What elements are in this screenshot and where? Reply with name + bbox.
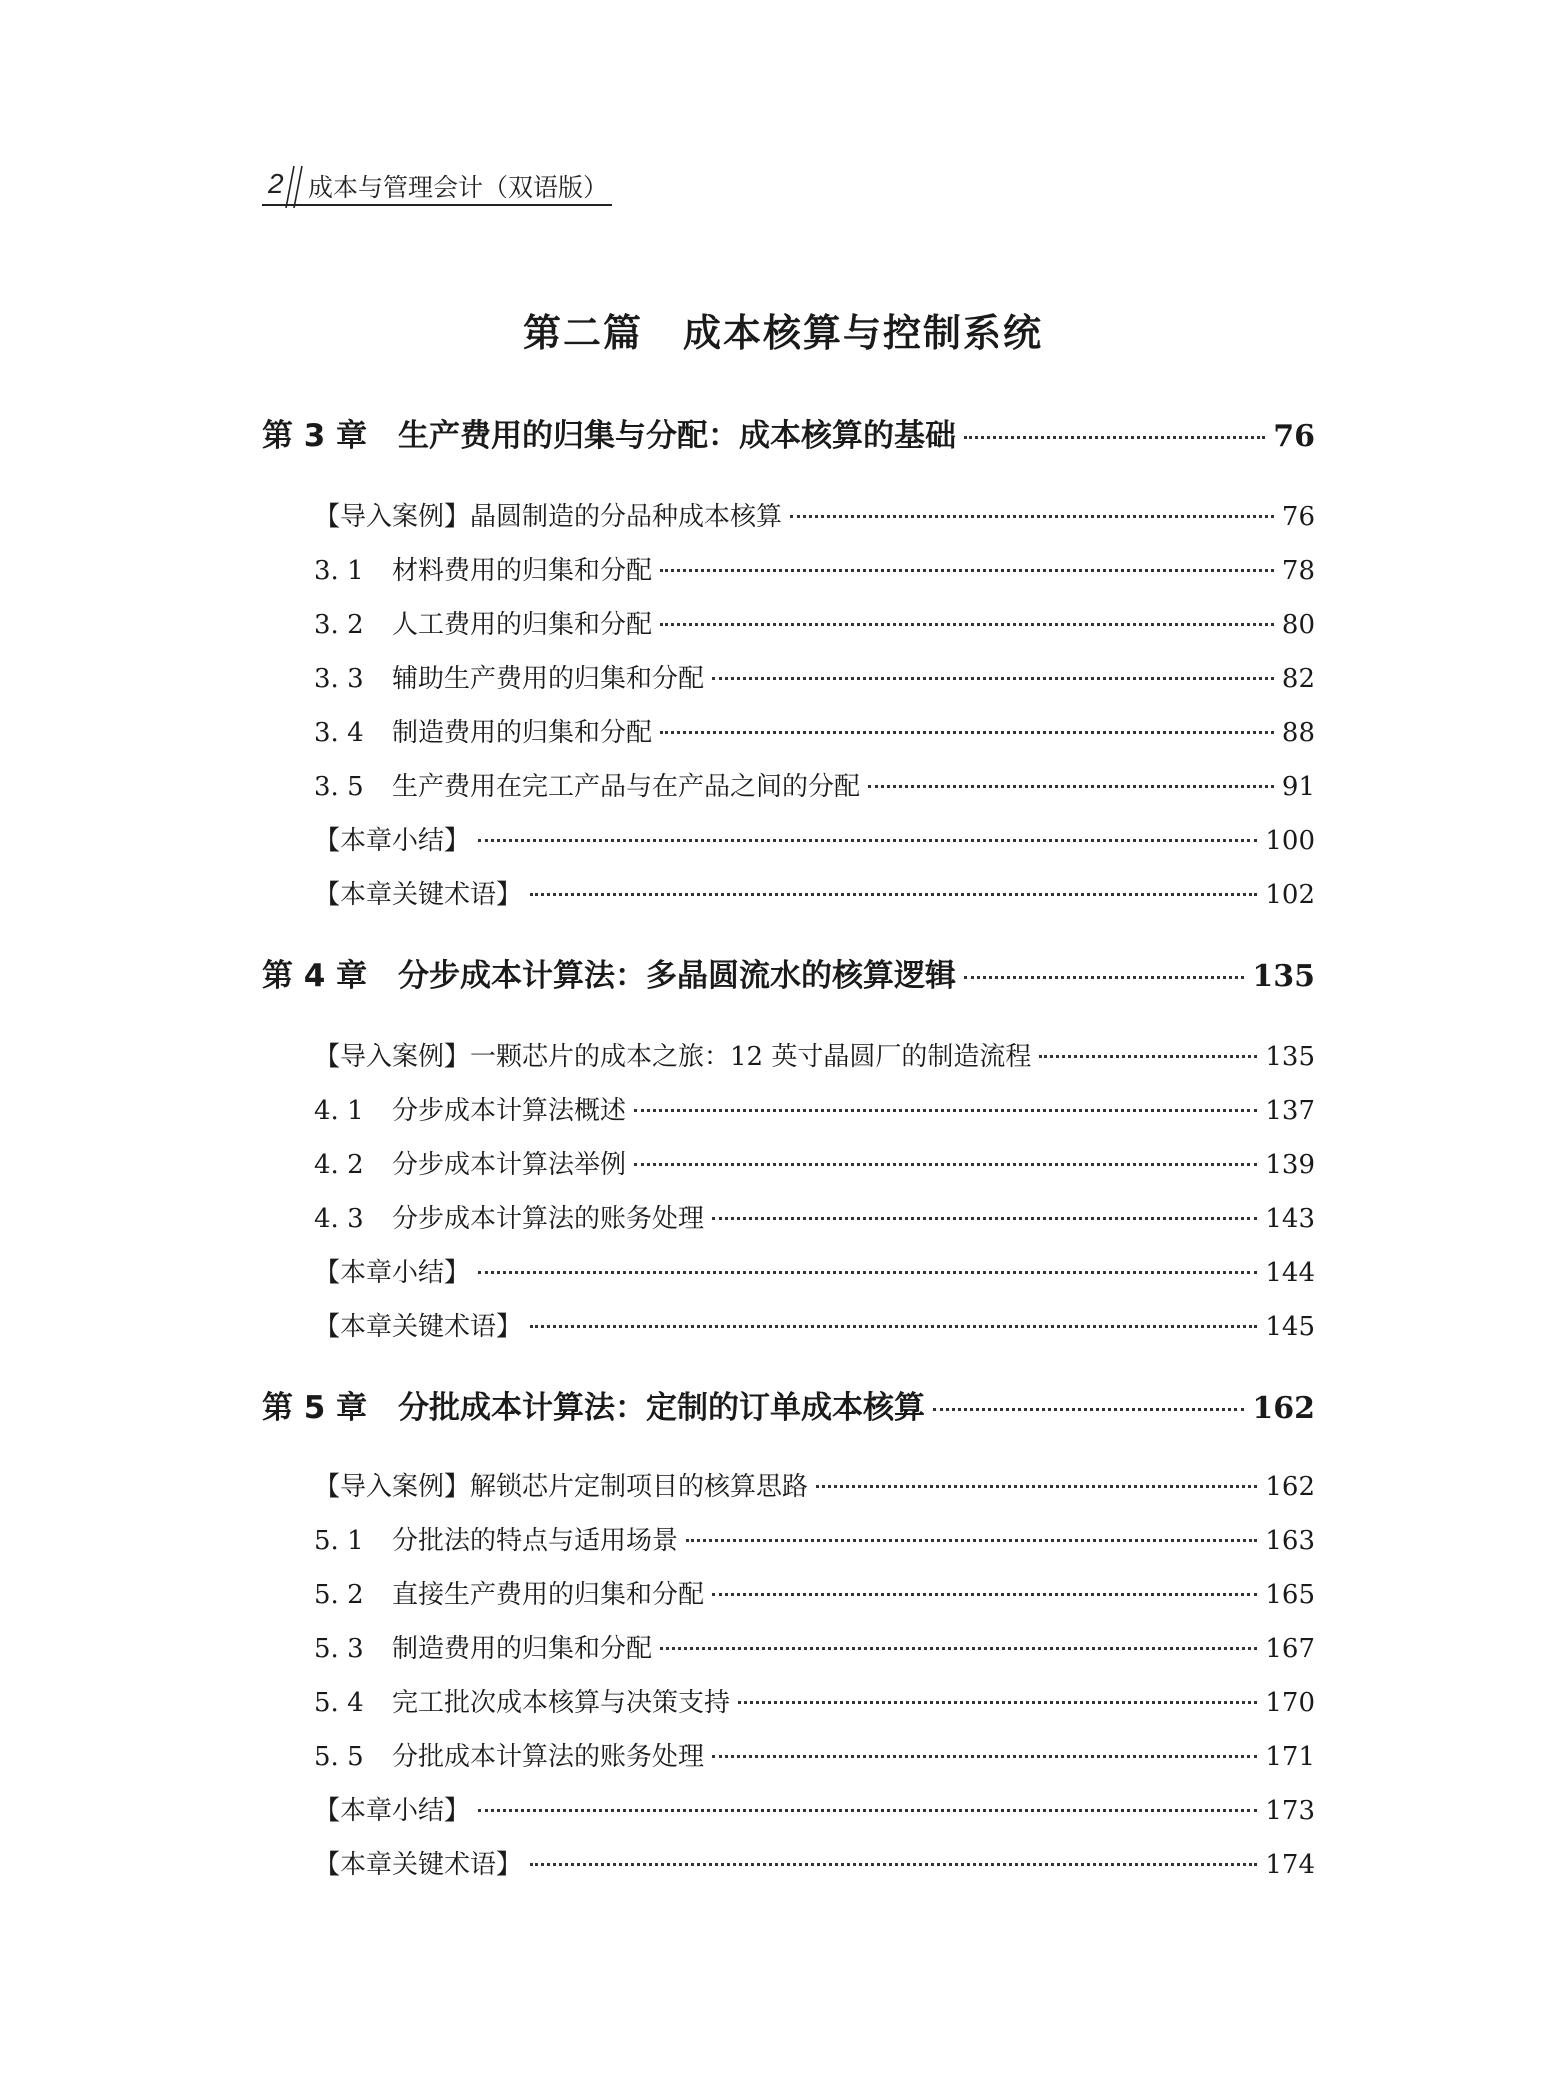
entry-title: 【本章关键术语】 — [314, 1850, 523, 1880]
dot-leader — [478, 1271, 1257, 1274]
chapter-label: 第 4 章 — [262, 958, 368, 994]
entry-title: 辅助生产费用的归集和分配 — [392, 664, 705, 694]
entry-title: 生产费用在完工产品与在产品之间的分配 — [392, 772, 861, 802]
toc-entry[interactable] — [314, 1790, 1315, 1827]
entry-title: 【导入案例】晶圆制造的分品种成本核算 — [314, 502, 783, 532]
dot-leader — [933, 1408, 1244, 1411]
chapter-label: 第 3 章 — [262, 418, 368, 454]
entry-title: 【本章小结】 — [314, 826, 471, 856]
entry-page: 170 — [1265, 1688, 1315, 1718]
toc-entry[interactable] — [314, 1036, 1315, 1073]
entry-label: 4. 3 — [314, 1204, 364, 1234]
entry-title: 制造费用的归集和分配 — [392, 1634, 653, 1664]
entry-page: 137 — [1265, 1096, 1315, 1126]
dot-leader — [660, 1647, 1257, 1650]
entry-title: 分步成本计算法举例 — [392, 1150, 627, 1180]
chapter-title: 分批成本计算法：定制的订单成本核算 — [398, 1390, 925, 1426]
dot-leader — [660, 731, 1274, 734]
dot-leader — [712, 1593, 1257, 1596]
entry-title: 【本章关键术语】 — [314, 1312, 523, 1342]
dot-leader — [660, 569, 1274, 572]
entry-label: 3. 1 — [314, 556, 364, 586]
dot-leader — [530, 1325, 1257, 1328]
toc-entry[interactable] — [314, 712, 1315, 749]
toc-entry[interactable] — [314, 820, 1315, 857]
entry-title: 【本章小结】 — [314, 1796, 471, 1826]
dot-leader — [964, 976, 1244, 979]
entry-page: 102 — [1265, 880, 1315, 910]
entry-page: 135 — [1265, 1042, 1315, 1072]
chapter-title: 分步成本计算法：多晶圆流水的核算逻辑 — [398, 958, 956, 994]
entry-page: 167 — [1265, 1634, 1315, 1664]
dot-leader — [660, 623, 1274, 626]
dot-leader — [712, 1755, 1257, 1758]
part-title: 第二篇 成本核算与控制系统 — [522, 311, 1043, 355]
dot-leader — [686, 1539, 1257, 1542]
entry-label: 3. 3 — [314, 664, 364, 694]
entry-title: 【导入案例】一颗芯片的成本之旅：12 英寸晶圆厂的制造流程 — [314, 1042, 1032, 1072]
entry-label: 3. 5 — [314, 772, 364, 802]
entry-page: 173 — [1265, 1796, 1315, 1826]
entry-page: 91 — [1281, 772, 1315, 802]
toc-entry[interactable] — [314, 1682, 1315, 1719]
toc-entry[interactable] — [314, 1144, 1315, 1181]
page-number: 2 — [268, 168, 284, 199]
header-rule — [262, 204, 612, 206]
chapter-label: 第 5 章 — [262, 1390, 368, 1426]
dot-leader — [816, 1485, 1257, 1488]
dot-leader — [1039, 1055, 1257, 1058]
toc-entry[interactable] — [314, 604, 1315, 641]
entry-page: 139 — [1265, 1150, 1315, 1180]
entry-page: 145 — [1265, 1312, 1315, 1342]
entry-title: 分步成本计算法概述 — [392, 1096, 627, 1126]
dot-leader — [634, 1163, 1257, 1166]
toc-entry[interactable] — [314, 1520, 1315, 1557]
entry-label: 5. 1 — [314, 1526, 364, 1556]
book-title: 成本与管理会计（双语版） — [308, 173, 609, 202]
dot-leader — [712, 677, 1274, 680]
entry-page: 162 — [1265, 1472, 1315, 1502]
entry-label: 3. 4 — [314, 718, 364, 748]
entry-page: 165 — [1265, 1580, 1315, 1610]
entry-title: 分批法的特点与适用场景 — [392, 1526, 679, 1556]
dot-leader — [634, 1109, 1257, 1112]
entry-page: 143 — [1265, 1204, 1315, 1234]
dot-leader — [712, 1217, 1257, 1220]
toc-entry[interactable] — [314, 496, 1315, 533]
toc-entry[interactable] — [314, 874, 1315, 911]
toc-entry[interactable] — [314, 1628, 1315, 1665]
entry-title: 完工批次成本核算与决策支持 — [392, 1688, 731, 1718]
entry-label: 5. 3 — [314, 1634, 364, 1664]
toc-entry[interactable] — [314, 1844, 1315, 1881]
dot-leader — [738, 1701, 1257, 1704]
entry-title: 【导入案例】解锁芯片定制项目的核算思路 — [314, 1472, 809, 1502]
entry-label: 5. 4 — [314, 1688, 364, 1718]
toc-entry[interactable] — [314, 1198, 1315, 1235]
entry-title: 分批成本计算法的账务处理 — [392, 1742, 705, 1772]
toc-chapter-4[interactable] — [262, 950, 1315, 995]
dot-leader — [530, 1863, 1257, 1866]
double-slash-ornament-icon — [284, 164, 306, 216]
toc-entry[interactable] — [314, 1306, 1315, 1343]
dot-leader — [964, 436, 1265, 439]
dot-leader — [868, 785, 1274, 788]
toc-entry[interactable] — [314, 766, 1315, 803]
entry-page: 78 — [1281, 556, 1315, 586]
entry-title: 【本章关键术语】 — [314, 880, 523, 910]
entry-title: 【本章小结】 — [314, 1258, 471, 1288]
toc-entry[interactable] — [314, 658, 1315, 695]
toc-chapter-3[interactable] — [262, 410, 1315, 455]
toc-entry[interactable] — [314, 1574, 1315, 1611]
toc-entry[interactable] — [314, 1090, 1315, 1127]
entry-title: 分步成本计算法的账务处理 — [392, 1204, 705, 1234]
chapter-page: 135 — [1252, 959, 1315, 994]
entry-page: 80 — [1281, 610, 1315, 640]
entry-page: 163 — [1265, 1526, 1315, 1556]
entry-title: 人工费用的归集和分配 — [392, 610, 653, 640]
dot-leader — [478, 839, 1257, 842]
toc-entry[interactable] — [314, 1736, 1315, 1773]
dot-leader — [790, 515, 1274, 518]
entry-label: 5. 2 — [314, 1580, 364, 1610]
toc-entry[interactable] — [314, 550, 1315, 587]
running-header — [262, 160, 612, 208]
toc-entry[interactable] — [314, 1252, 1315, 1289]
entry-label: 4. 1 — [314, 1096, 364, 1126]
entry-page: 100 — [1265, 826, 1315, 856]
entry-page: 76 — [1281, 502, 1315, 532]
entry-page: 88 — [1281, 718, 1315, 748]
entry-label: 5. 5 — [314, 1742, 364, 1772]
entry-title: 直接生产费用的归集和分配 — [392, 1580, 705, 1610]
dot-leader — [530, 893, 1257, 896]
toc-chapter-5[interactable] — [262, 1382, 1315, 1427]
entry-title: 材料费用的归集和分配 — [392, 556, 653, 586]
entry-label: 3. 2 — [314, 610, 364, 640]
dot-leader — [478, 1809, 1257, 1812]
toc-entry[interactable] — [314, 1466, 1315, 1503]
chapter-title: 生产费用的归集与分配：成本核算的基础 — [398, 418, 956, 454]
entry-page: 82 — [1281, 664, 1315, 694]
entry-label: 4. 2 — [314, 1150, 364, 1180]
chapter-page: 76 — [1273, 419, 1315, 454]
entry-page: 144 — [1265, 1258, 1315, 1288]
entry-page: 174 — [1265, 1850, 1315, 1880]
entry-page: 171 — [1265, 1742, 1315, 1772]
entry-title: 制造费用的归集和分配 — [392, 718, 653, 748]
chapter-page: 162 — [1252, 1391, 1315, 1426]
